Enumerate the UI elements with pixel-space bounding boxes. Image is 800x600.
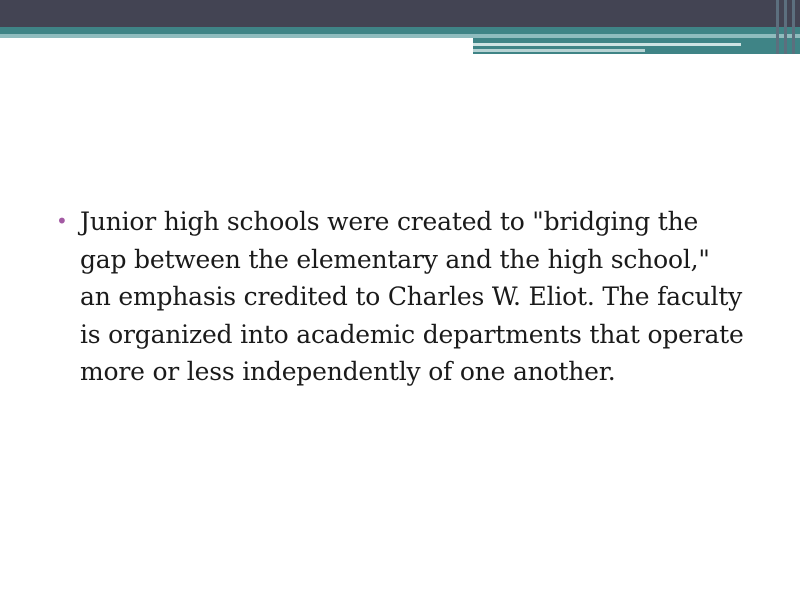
bullet-marker: • bbox=[56, 209, 68, 233]
header-step-highlight bbox=[473, 43, 741, 46]
header-vertical-stripe bbox=[776, 0, 779, 54]
slide-body bbox=[56, 203, 746, 391]
header-vertical-stripe bbox=[792, 0, 795, 54]
header-step-highlight-2 bbox=[473, 49, 645, 52]
bullet-item bbox=[56, 203, 746, 391]
header-teal-band bbox=[0, 27, 800, 34]
bullet-list bbox=[56, 203, 746, 391]
header-vertical-stripe bbox=[784, 0, 787, 54]
bullet-text: Junior high schools were created to "bridging the gap between the elementary and the high school," an emphasis credited to Charles W. Eliot. The faculty is organized into academic departments that operate more or less independently of one another. bbox=[80, 207, 744, 387]
header-dark-band bbox=[0, 0, 800, 27]
